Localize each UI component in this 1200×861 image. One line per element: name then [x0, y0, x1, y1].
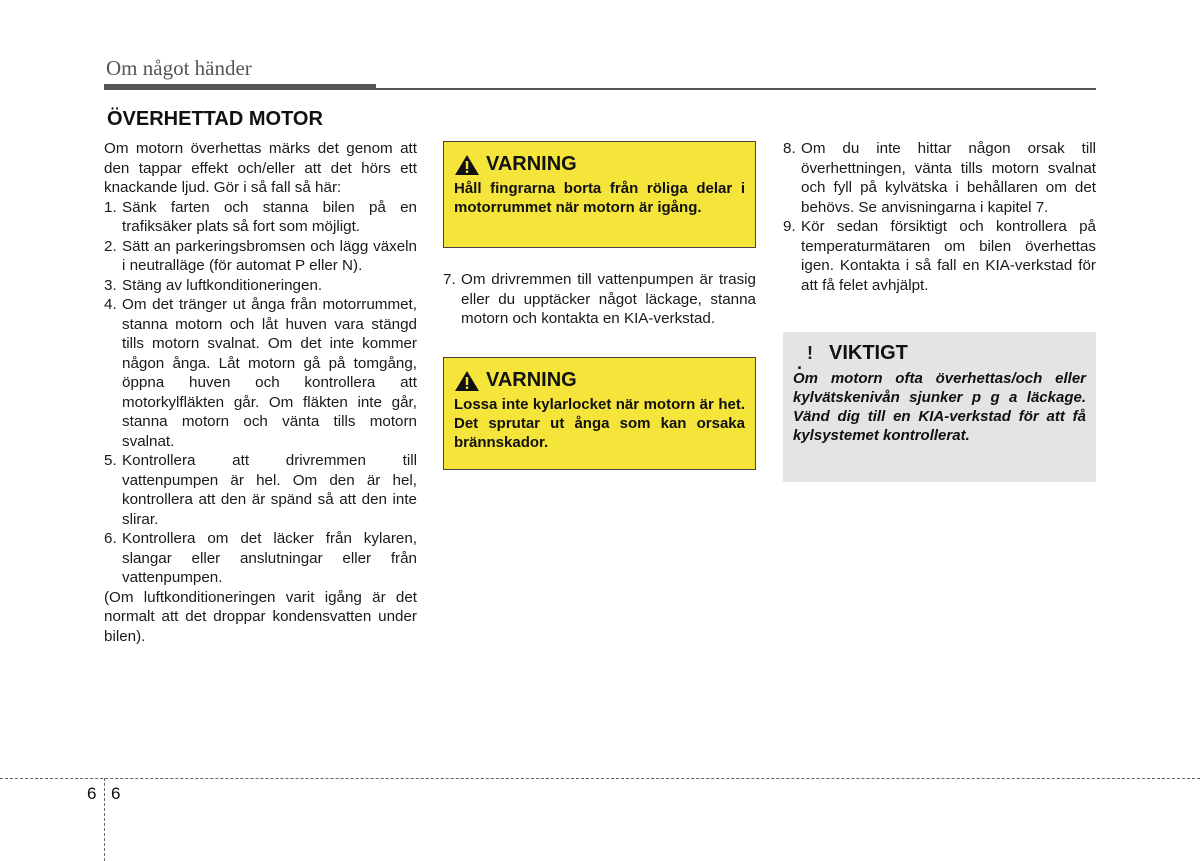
warning-box-radiator-cap [443, 357, 756, 470]
step-number: 8. [783, 140, 796, 157]
list-item [104, 198, 417, 237]
steps-list-left [104, 198, 417, 588]
steps-list-right [783, 139, 1096, 295]
step-number: 2. [104, 237, 117, 255]
footer-divider [0, 778, 1200, 779]
step-text: Stäng av luftkonditioneringen. [122, 276, 323, 294]
page-number: 6 [111, 784, 121, 803]
right-column [783, 139, 1096, 295]
step-text: Kontrollera att drivremmen till vattenpumpen är hel. Om den är hel, kontrollera att den är spänd så att den inte slirar. [122, 452, 417, 528]
list-item [104, 529, 417, 588]
warning-triangle-icon [454, 154, 480, 176]
step-number: 5. [104, 452, 117, 469]
warning-box-moving-parts [443, 141, 756, 248]
step-text: Sätt an parkeringsbromsen och lägg växeln i neutralläge (för automat P eller N). [122, 237, 417, 274]
step-number: 3. [104, 276, 117, 294]
list-item [783, 217, 1096, 295]
list-item [783, 139, 1096, 217]
left-column [104, 139, 417, 646]
step-number: 9. [783, 218, 796, 235]
warning-header [454, 153, 745, 176]
warning-header [454, 369, 745, 392]
list-item [104, 295, 417, 451]
step-number: 4. [104, 296, 117, 313]
step-text: Om du inte hittar någon orsak till överhettningen, vänta tills motorn svalnat och fyll på kylvätska i behållaren om det behövs. Se anvisningarna i kapitel 7. [801, 140, 1096, 216]
notice-box-important [783, 332, 1096, 482]
step-number: 6. [104, 530, 117, 547]
note-paragraph: (Om luftkonditioneringen varit igång är det normalt att det droppar kondensvatten under bilen). [104, 588, 417, 645]
step-number: 7. [443, 271, 456, 288]
steps-list-middle [443, 270, 756, 329]
warning-triangle-icon [454, 370, 480, 392]
list-item [104, 237, 417, 276]
exclamation-icon: . ! [797, 342, 813, 373]
middle-column [443, 270, 756, 329]
chapter-number: 6 [87, 784, 97, 803]
warning-label: VARNING [486, 153, 577, 175]
list-item [104, 451, 417, 529]
step-text: Kontrollera om det läcker från kylaren, slangar eller anslutningar eller från vattenpumpen. [122, 530, 417, 586]
step-text: Kör sedan försiktigt och kontrollera på temperaturmätaren om bilen överhettas igen. Kontakta i så fall en KIA-verkstad för att få felet avhjälpt. [801, 218, 1096, 294]
list-item [104, 276, 417, 296]
notice-label: VIKTIGT [829, 342, 908, 364]
warning-text: Håll fingrarna borta från röliga delar i motorrummet när motorn är igång. [454, 180, 745, 216]
list-item [443, 270, 756, 329]
header-rule-thick [104, 84, 376, 90]
step-text: Om det tränger ut ånga från motorrummet, stanna motorn och låt huven vara stängd tills motorn svalnat. Om det inte kommer någon ånga. Låt motorn gå på tomgång, öppna huven och kontrollera att motorkylfläkten går. Om fläkten inte går, stanna motorn och vänta tills motorn svalnat. [122, 296, 417, 450]
notice-text: Om motorn ofta överhettas/och eller kylvätskenivån sjunker p g a läckage. Vänd dig till en KIA-verkstad för att få kylsystemet kontrollerat. [793, 370, 1086, 444]
step-text: Sänk farten och stanna bilen på en trafiksäker plats så fort som möjligt. [122, 198, 417, 235]
section-title: ÖVERHETTAD MOTOR [107, 108, 323, 130]
step-number: 1. [104, 198, 117, 216]
notice-header [793, 342, 1086, 373]
header-title: Om något händer [106, 56, 252, 80]
header-rule-thin [376, 88, 1096, 90]
warning-text: Lossa inte kylarlocket när motorn är het. Det sprutar ut ånga som kan orsaka brännskador. [454, 396, 745, 451]
footer-vertical-divider [104, 778, 105, 861]
step-text: Om drivremmen till vattenpumpen är trasig eller du upptäcker något läckage, stanna motorn och kontakta en KIA-verkstad. [461, 271, 756, 327]
warning-label: VARNING [486, 369, 577, 391]
intro-paragraph: Om motorn överhettas märks det genom att den tappar effekt och/eller att det hörs ett knackande ljud. Gör i så fall så här: [104, 140, 417, 196]
